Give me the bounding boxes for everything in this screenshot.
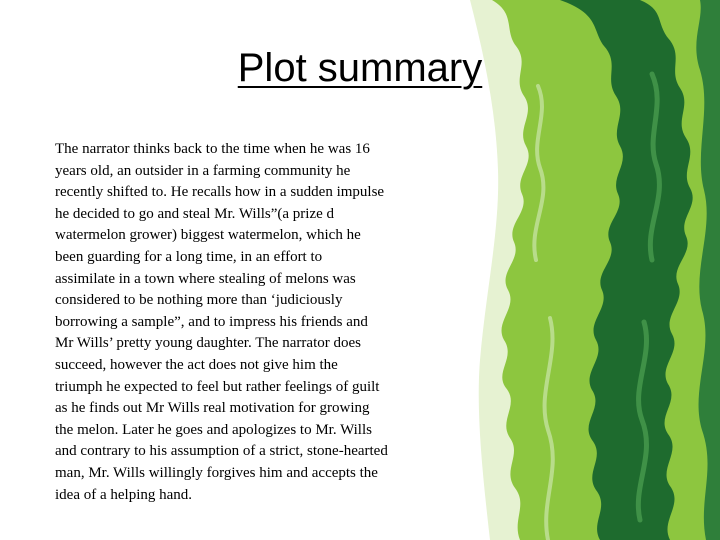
text-line: watermelon grower) biggest watermelon, which he — [55, 227, 361, 244]
text-line: considered to be nothing more than ‘judiciously — [55, 292, 343, 309]
text-line: man, Mr. Wills willingly forgives him and accepts the — [55, 464, 378, 481]
text-line: the melon. Later he goes and apologizes to Mr. Wills — [55, 421, 372, 438]
text-line: assimilate in a town where stealing of melons was — [55, 270, 356, 287]
text-line: succeed, however the act does not give him the — [55, 356, 338, 373]
text-line: years old, an outsider in a farming community he — [55, 162, 351, 179]
text-line: borrowing a sample”, and to impress his friends and — [55, 313, 368, 330]
text-line: Mr Wills’ pretty young daughter. The narrator does — [55, 335, 361, 352]
plot-summary-text — [55, 139, 455, 506]
text-line: been guarding for a long time, in an effort to — [55, 248, 323, 265]
text-line: and contrary to his assumption of a strict, stone-hearted — [55, 443, 388, 460]
text-line: recently shifted to. He recalls how in a sudden impulse — [55, 184, 385, 201]
text-line: he decided to go and steal Mr. Wills”(a prize d — [55, 205, 335, 222]
text-line: triumph he expected to feel but rather feelings of guilt — [55, 378, 380, 395]
text-line: as he finds out Mr Wills real motivation for growing — [55, 400, 370, 417]
text-line: The narrator thinks back to the time when he was 16 — [55, 141, 370, 157]
slide-title: Plot summary — [237, 46, 483, 90]
text-line: idea of a helping hand. — [55, 486, 193, 503]
